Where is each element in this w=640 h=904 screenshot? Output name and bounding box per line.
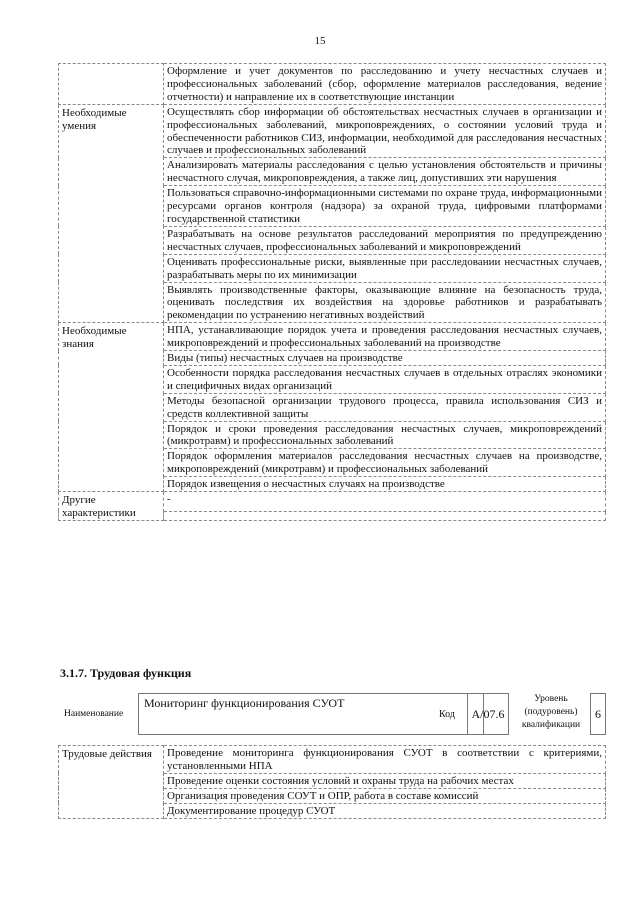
knowledge-label: Необходимые знания	[59, 323, 164, 492]
action-item: Организация проведения СОУТ и ОПР, работа в составе комиссий	[164, 788, 606, 803]
table-row	[59, 746, 606, 774]
labor-actions-table	[58, 745, 606, 819]
requirements-table	[58, 63, 606, 521]
qualification-level-box: 6	[590, 693, 606, 735]
skill-item: Осуществлять сбор информации об обстоятельствах несчастных случаев в организации и профессиональных заболеваний, микроповреждениях, о состоянии условий труда и обеспеченности работников СИЗ, информации, необходимой для расследования несчастных случаев и профессиональных заболеваний	[164, 104, 606, 158]
knowledge-item: Порядок и сроки проведения расследования несчастных случаев, микроповреждений (микротравм) и профессиональных заболеваний	[164, 421, 606, 449]
page-number: 15	[314, 35, 326, 47]
knowledge-item: Методы безопасной организации трудового процесса, правила использования СИЗ и средств коллективной защиты	[164, 393, 606, 421]
code-label: Код	[439, 709, 455, 720]
table-cell-empty	[164, 511, 606, 520]
knowledge-item: Виды (типы) несчастных случаев на производстве	[164, 351, 606, 366]
table-cell: Оформление и учет документов по расследованию и учету несчастных случаев и профессиональных заболеваний (сбор, оформление материалов расследования, ведение отчетности) и направление их в соответствующие инстанции	[164, 64, 606, 105]
other-label: Другие характеристики	[59, 492, 164, 521]
skill-item: Выявлять производственные факторы, оказывающие влияние на безопасность труда, оценивать последствия их воздействия на здоровье работников и разрабатывать рекомендации по устранению негативных воздействий	[164, 282, 606, 323]
action-item: Документирование процедур СУОТ	[164, 803, 606, 818]
skill-item: Оценивать профессиональные риски, выявленные при расследовании несчастных случаев, разрабатывать меры по их минимизации	[164, 254, 606, 282]
skill-item: Разрабатывать на основе результатов расследований мероприятия по предупреждению несчастных случаев, профессиональных заболеваний и микроповреждений	[164, 226, 606, 254]
table-row	[59, 323, 606, 351]
skill-item: Пользоваться справочно-информационными системами по охране труда, информационными ресурсами органов контроля (надзора) за охраной труда, цифровыми платформами государственной статистики	[164, 186, 606, 227]
table-row	[59, 492, 606, 512]
section-heading: 3.1.7. Трудовая функция	[60, 666, 192, 680]
skills-label: Необходимые умения	[59, 104, 164, 323]
knowledge-item: НПА, устанавливающие порядок учета и проведения расследования несчастных случаев, микроповреждений и профессиональных заболеваний на производстве	[164, 323, 606, 351]
function-code-box: А/07.6	[467, 693, 509, 735]
other-value: -	[164, 492, 606, 512]
table-row	[59, 104, 606, 158]
name-label: Наименование	[64, 709, 124, 719]
knowledge-item: Особенности порядка расследования несчастных случаев в отдельных отраслях экономики и специфичных видах организаций	[164, 365, 606, 393]
label-cell-empty	[59, 64, 164, 105]
function-header	[58, 693, 606, 737]
knowledge-item: Порядок извещения о несчастных случаях на производстве	[164, 477, 606, 492]
action-item: Проведение оценки состояния условий и охраны труда на рабочих местах	[164, 773, 606, 788]
actions-label: Трудовые действия	[59, 746, 164, 819]
knowledge-item: Порядок оформления материалов расследования несчастных случаев на производстве, микроповреждений (микротравм) и профессиональных заболеваний	[164, 449, 606, 477]
action-item: Проведение мониторинга функционирования СУОТ в соответствии с критериями, установленными НПА	[164, 746, 606, 774]
function-name-box: Мониторинг функционирования СУОТ	[138, 693, 484, 735]
qualification-level-label: Уровень (подуровень) квалификации	[521, 694, 581, 730]
skill-item: Анализировать материалы расследования с целью установления обстоятельств и причины несчастного случая, микроповреждения, а также лиц, допустивших эти нарушения	[164, 158, 606, 186]
table-row	[59, 64, 606, 105]
